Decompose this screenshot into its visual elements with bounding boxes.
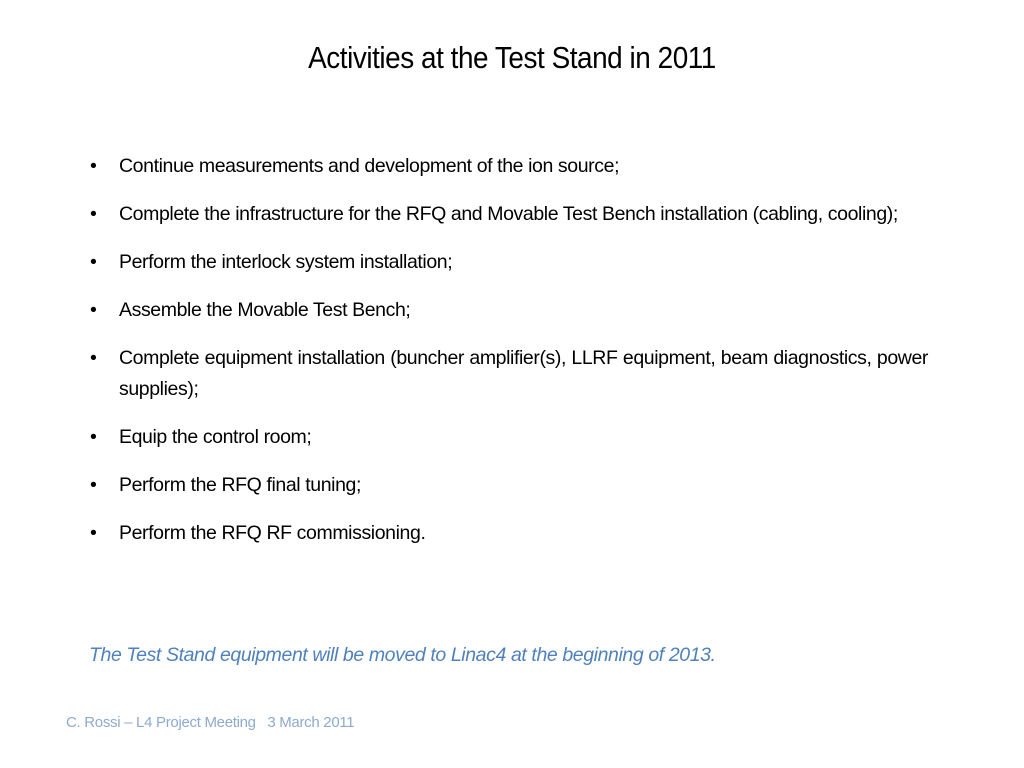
bullet-text: Equip the control room; [119,426,312,448]
bullet-icon: • [90,299,97,321]
bullet-text: Complete the infrastructure for the RFQ and Movable Test Bench installation (cabling, cooling); [119,203,898,225]
bullet-icon: • [90,474,97,496]
bullet-icon: • [90,426,97,448]
bullet-icon: • [90,155,97,177]
bullet-text: Perform the interlock system installation; [119,251,453,273]
bullet-text: Complete equipment installation (buncher amplifier(s), LLRF equipment, beam diagnostics, power supplies); [119,347,928,400]
list-item [90,422,928,453]
bullet-icon: • [90,251,97,273]
slide-title: Activities at the Test Stand in 2011 [308,40,716,75]
bullet-list [90,151,928,566]
bullet-text: Continue measurements and development of the ion source; [119,155,620,177]
bullet-text: Perform the RFQ final tuning; [119,474,362,496]
list-item [90,470,928,501]
list-item [90,247,928,278]
list-item [90,295,928,326]
bullet-icon: • [90,522,97,544]
list-item [90,151,928,182]
closing-note: The Test Stand equipment will be moved to Linac4 at the beginning of 2013. [89,644,716,666]
bullet-text: Assemble the Movable Test Bench; [119,299,411,321]
bullet-text: Perform the RFQ RF commissioning. [119,522,426,544]
list-item [90,343,928,405]
bullet-icon: • [90,347,97,369]
bullet-icon: • [90,203,97,225]
list-item [90,199,928,230]
slide-footer: C. Rossi – L4 Project Meeting 3 March 2011 [66,714,355,731]
list-item [90,518,928,549]
